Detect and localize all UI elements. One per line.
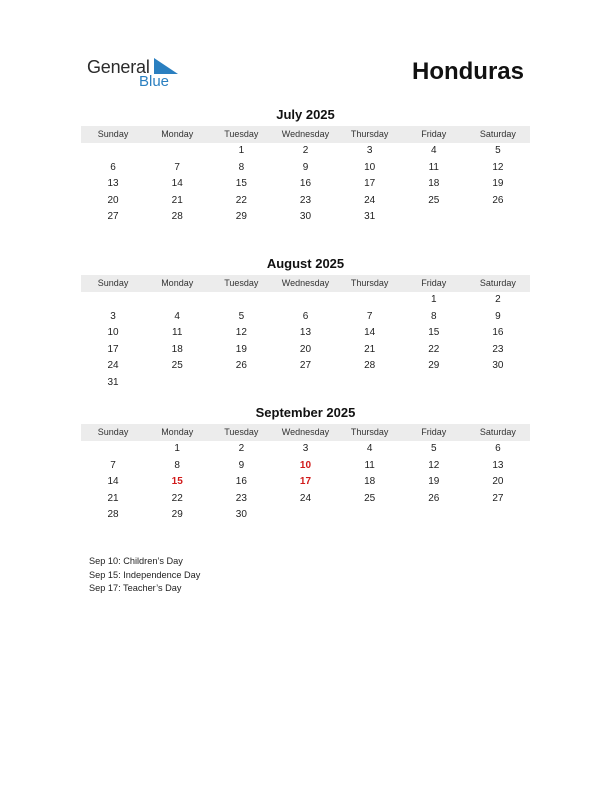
week-row	[81, 342, 530, 359]
week-row	[81, 292, 530, 309]
day-cell: 25	[364, 492, 376, 504]
weekday-label: Tuesday	[224, 427, 259, 437]
empty-day-cell	[145, 143, 209, 160]
day-cell: 1	[174, 443, 180, 454]
day-cell: 23	[299, 194, 312, 206]
week-row	[81, 375, 530, 392]
week-row	[81, 193, 530, 210]
day-cell: 5	[430, 443, 437, 454]
weekday-label: Saturday	[479, 278, 516, 288]
day-cell: 25	[171, 360, 183, 372]
day-cell: 26	[428, 492, 440, 504]
day-cell: 9	[495, 310, 501, 322]
logo-flag-icon	[154, 58, 178, 74]
month-august	[81, 256, 530, 392]
day-cell: 20	[299, 343, 312, 355]
day-cell: 11	[364, 459, 375, 471]
day-cell: 20	[107, 194, 119, 206]
day-cell: 16	[492, 327, 504, 339]
day-cell: 20	[492, 476, 504, 488]
day-cell: 27	[107, 211, 119, 223]
month-title: July 2025	[276, 107, 335, 122]
day-cell: 15	[235, 178, 247, 190]
empty-day-cell	[209, 375, 273, 392]
empty-day-cell	[466, 209, 530, 226]
day-cell: 26	[492, 194, 504, 206]
day-cell: 17	[107, 343, 119, 355]
day-cell: 24	[107, 360, 119, 372]
weekday-header	[81, 275, 530, 292]
day-cell: 23	[235, 492, 247, 504]
day-cell: 10	[364, 161, 376, 173]
day-cell: 12	[492, 161, 504, 173]
day-cell: 11	[428, 161, 439, 173]
day-cell: 14	[171, 178, 183, 190]
day-cell: 21	[364, 343, 376, 355]
week-row	[81, 209, 530, 226]
weekday-label: Wednesday	[281, 129, 330, 139]
day-cell: 28	[107, 509, 119, 521]
day-cell: 30	[299, 211, 312, 223]
empty-day-cell	[402, 209, 466, 226]
empty-day-cell	[466, 375, 530, 392]
weekday-label: Saturday	[479, 129, 516, 139]
logo-general-text: General	[87, 57, 150, 77]
empty-day-cell	[273, 292, 337, 309]
day-cell: 8	[238, 161, 245, 173]
weekday-label: Monday	[161, 129, 194, 139]
weekday-label: Tuesday	[224, 278, 259, 288]
day-cell: 31	[364, 211, 376, 223]
day-cell: 29	[171, 509, 183, 521]
week-row	[81, 325, 530, 342]
empty-day-cell	[273, 375, 337, 392]
day-cell: 13	[299, 327, 312, 339]
day-cell: 13	[492, 459, 504, 471]
day-cell: 26	[235, 360, 247, 372]
empty-day-cell	[338, 375, 402, 392]
day-cell: 24	[299, 492, 312, 504]
day-cell: 16	[235, 476, 247, 488]
day-cell: 3	[366, 145, 373, 156]
empty-day-cell	[402, 375, 466, 392]
month-july	[81, 107, 530, 226]
day-cell: 18	[171, 343, 183, 355]
weekday-label: Sunday	[97, 129, 129, 139]
day-cell: 24	[364, 194, 376, 206]
weekday-label: Thursday	[350, 427, 389, 437]
day-cell: 6	[110, 161, 116, 173]
day-cell: 12	[428, 459, 440, 471]
day-cell: 16	[299, 178, 312, 190]
empty-day-cell	[466, 507, 530, 524]
weekday-label: Monday	[161, 278, 194, 288]
day-cell: 21	[171, 194, 183, 206]
day-cell: 2	[238, 443, 245, 454]
day-cell: 8	[430, 310, 437, 322]
day-cell: 13	[107, 178, 119, 190]
weekday-label: Wednesday	[281, 278, 330, 288]
country-title: Honduras	[411, 58, 524, 85]
empty-day-cell	[338, 507, 402, 524]
day-cell: 10	[299, 459, 312, 471]
day-cell: 14	[107, 476, 119, 488]
month-september	[81, 405, 530, 524]
logo-blue-text: Blue	[139, 73, 170, 90]
holiday-note: Sep 17: Teacher’s Day	[89, 583, 182, 593]
day-cell: 6	[495, 443, 501, 454]
day-cell: 2	[302, 145, 309, 156]
day-cell: 11	[172, 327, 183, 339]
weekday-label: Monday	[161, 427, 194, 437]
empty-day-cell	[209, 292, 273, 309]
day-cell: 19	[428, 476, 440, 488]
day-cell: 30	[492, 360, 504, 372]
day-cell: 1	[238, 145, 245, 156]
day-cell: 28	[364, 360, 376, 372]
day-cell: 3	[302, 443, 309, 454]
day-cell: 15	[428, 327, 440, 339]
day-cell: 4	[430, 145, 437, 156]
day-cell: 29	[235, 211, 247, 223]
day-cell: 4	[174, 310, 180, 322]
day-cell: 9	[302, 161, 309, 173]
empty-day-cell	[81, 441, 145, 458]
day-cell: 8	[174, 459, 180, 471]
holiday-notes	[89, 555, 200, 596]
day-cell: 2	[495, 294, 501, 305]
day-cell: 7	[110, 459, 116, 471]
week-row	[81, 458, 530, 475]
empty-day-cell	[402, 507, 466, 524]
day-cell: 15	[171, 476, 183, 488]
week-row	[81, 358, 530, 375]
day-cell: 22	[171, 492, 183, 504]
day-cell: 30	[235, 509, 247, 521]
day-cell: 21	[107, 492, 119, 504]
month-title: August 2025	[266, 256, 345, 271]
day-cell: 7	[366, 310, 373, 322]
day-cell: 25	[428, 194, 440, 206]
day-cell: 17	[364, 178, 376, 190]
day-cell: 19	[235, 343, 247, 355]
day-cell: 5	[495, 145, 501, 156]
weekday-label: Wednesday	[281, 427, 330, 437]
day-cell: 29	[428, 360, 440, 372]
weekday-header	[81, 424, 530, 441]
weekday-label: Thursday	[350, 278, 389, 288]
day-cell: 14	[364, 327, 376, 339]
empty-day-cell	[81, 143, 145, 160]
empty-day-cell	[273, 507, 337, 524]
day-cell: 12	[235, 327, 247, 339]
weekday-label: Friday	[421, 278, 447, 288]
weekday-label: Friday	[421, 427, 447, 437]
generalblue-logo	[87, 55, 187, 91]
weekday-label: Friday	[421, 129, 447, 139]
week-row	[81, 474, 530, 491]
day-cell: 7	[174, 161, 180, 173]
weekday-label: Saturday	[479, 427, 516, 437]
day-cell: 22	[428, 343, 440, 355]
day-cell: 17	[299, 476, 312, 488]
day-cell: 18	[428, 178, 440, 190]
week-row	[81, 176, 530, 193]
week-row	[81, 160, 530, 177]
day-cell: 27	[299, 360, 312, 372]
day-cell: 28	[171, 211, 183, 223]
day-cell: 23	[492, 343, 504, 355]
day-cell: 10	[107, 327, 119, 339]
holiday-note: Sep 10: Children’s Day	[89, 556, 183, 566]
day-cell: 18	[364, 476, 376, 488]
holiday-note: Sep 15: Independence Day	[89, 569, 201, 580]
week-row	[81, 441, 530, 458]
week-row	[81, 309, 530, 326]
day-cell: 22	[235, 194, 247, 206]
month-title: September 2025	[255, 405, 356, 420]
weekday-label: Sunday	[97, 427, 129, 437]
empty-day-cell	[145, 292, 209, 309]
empty-day-cell	[81, 292, 145, 309]
week-row	[81, 507, 530, 524]
week-row	[81, 491, 530, 508]
day-cell: 6	[302, 310, 309, 322]
day-cell: 1	[430, 294, 437, 305]
day-cell: 27	[492, 492, 504, 504]
empty-day-cell	[338, 292, 402, 309]
weekday-header	[81, 126, 530, 143]
week-row	[81, 143, 530, 160]
weekday-label: Thursday	[350, 129, 389, 139]
day-cell: 31	[107, 376, 119, 388]
day-cell: 19	[492, 178, 504, 190]
day-cell: 3	[110, 310, 116, 322]
weekday-label: Sunday	[97, 278, 129, 288]
day-cell: 9	[238, 459, 245, 471]
day-cell: 4	[366, 443, 373, 454]
empty-day-cell	[145, 375, 209, 392]
day-cell: 5	[238, 310, 245, 322]
weekday-label: Tuesday	[224, 129, 259, 139]
